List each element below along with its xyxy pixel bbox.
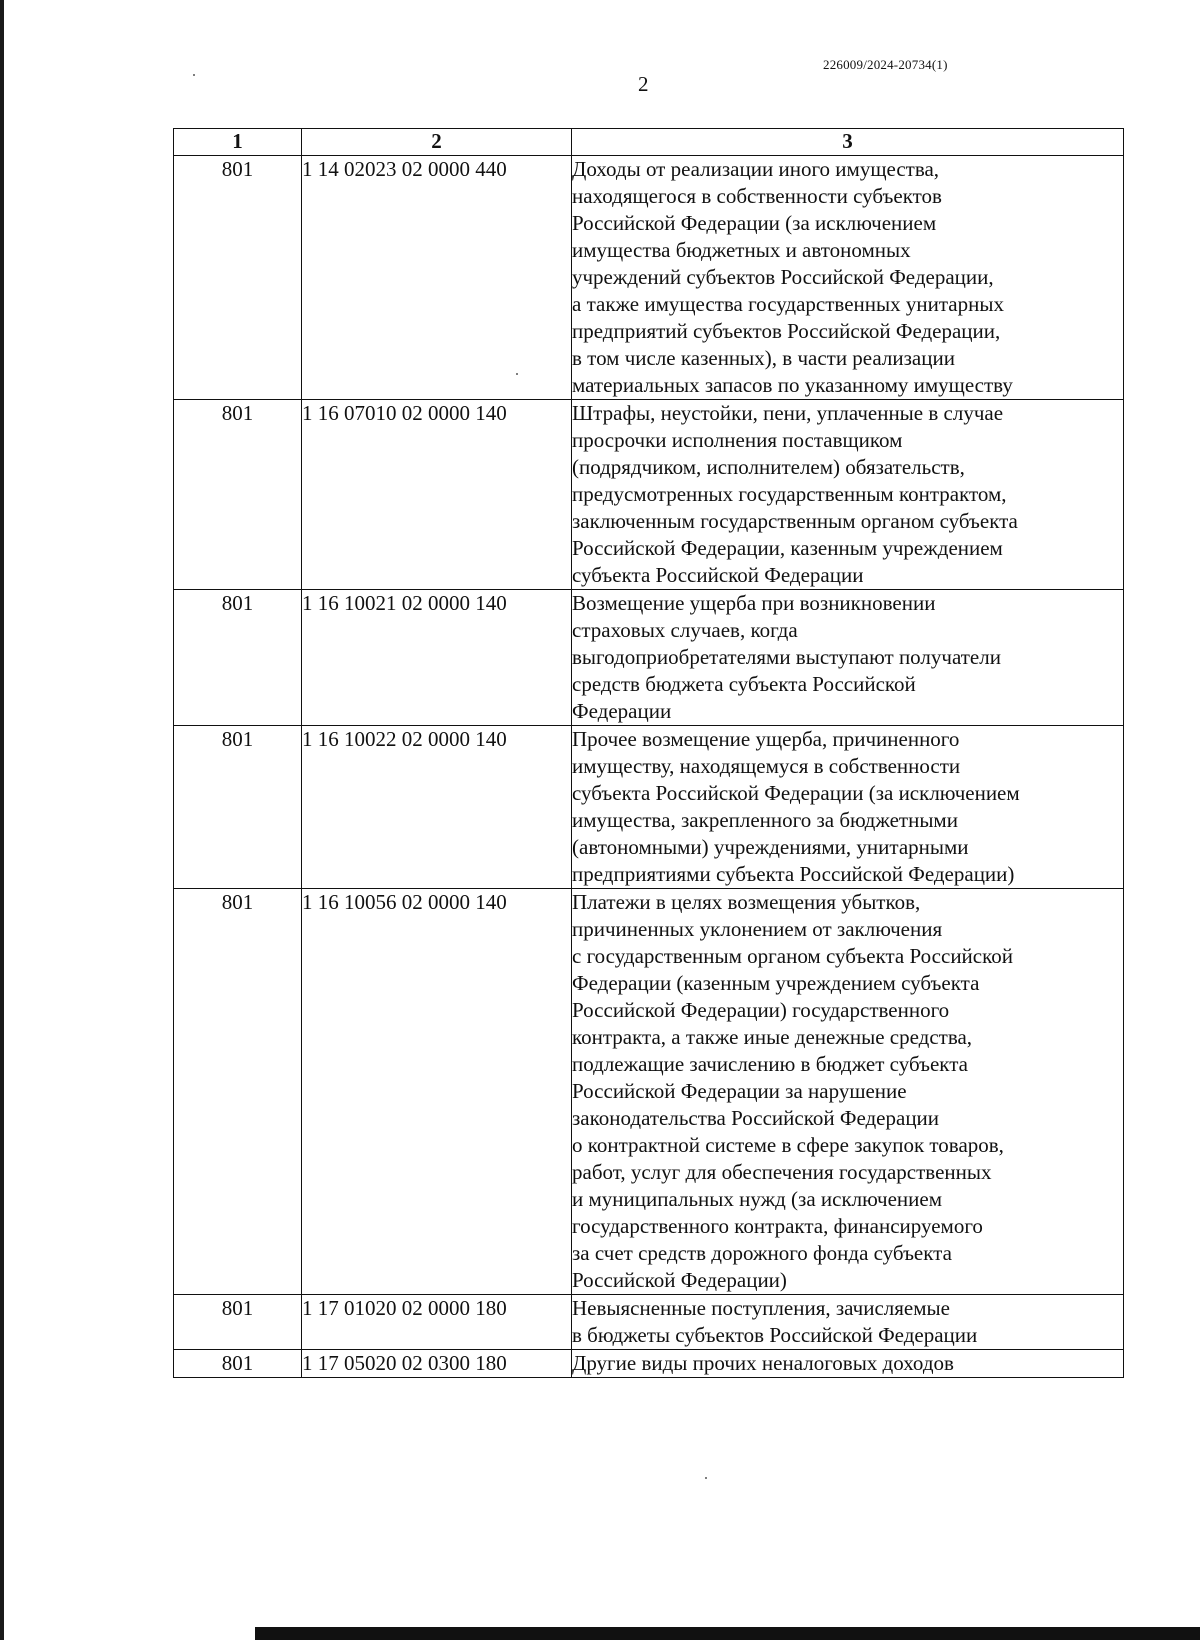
description-line: Возмещение ущерба при возникновении [572,591,936,615]
table-row [174,889,1124,1295]
description-line: Российской Федерации) [572,1268,787,1292]
table-row [174,1295,1124,1350]
revenue-description-cell [572,156,1124,400]
scan-left-edge [0,0,4,1640]
revenue-description-cell [572,400,1124,590]
budget-classification-code-cell: 1 14 02023 02 0000 440 [302,156,572,400]
administrator-code-cell: 801 [174,1295,302,1350]
description-line: имуществу, находящемуся в собственности [572,754,961,778]
revenue-description-cell [572,1295,1124,1350]
description-line: Федерации [572,699,672,723]
budget-classification-code-cell: 1 16 10022 02 0000 140 [302,726,572,889]
page-number: 2 [638,72,649,96]
scan-speck [705,1477,707,1479]
description-line: средств бюджета субъекта Российской [572,672,916,696]
description-line: контракта, а также иные денежные средства, [572,1025,973,1049]
revenue-description-cell [572,889,1124,1295]
scan-bottom-edge [255,1627,1200,1640]
description-line: имущества, закрепленного за бюджетными [572,808,958,832]
administrator-code-cell: 801 [174,156,302,400]
description-line: субъекта Российской Федерации (за исключением [572,781,1020,805]
revenue-description-cell [572,1350,1124,1378]
table-header-row [174,129,1124,156]
administrator-code-cell: 801 [174,400,302,590]
description-line: за счет средств дорожного фонда субъекта [572,1241,952,1265]
administrator-code-cell: 801 [174,726,302,889]
administrator-code-cell: 801 [174,889,302,1295]
description-line: Платежи в целях возмещения убытков, [572,890,921,914]
budget-classification-code-cell: 1 17 01020 02 0000 180 [302,1295,572,1350]
description-line: законодательства Российской Федерации [572,1106,940,1130]
budget-revenue-table [173,128,1124,1378]
description-line: Российской Федерации) государственного [572,998,950,1022]
description-line: (автономными) учреждениями, унитарными [572,835,969,859]
revenue-description-cell [572,726,1124,889]
description-line: страховых случаев, когда [572,618,798,642]
column-header-2: 2 [302,129,572,156]
description-line: учреждений субъектов Российской Федерации, [572,265,994,289]
budget-classification-code-cell: 1 17 05020 02 0300 180 [302,1350,572,1378]
description-line: предусмотренных государственным контрактом, [572,482,1007,506]
budget-classification-code-cell: 1 16 10056 02 0000 140 [302,889,572,1295]
administrator-code-cell: 801 [174,1350,302,1378]
description-line: Российской Федерации за нарушение [572,1079,907,1103]
description-line: находящегося в собственности субъектов [572,184,942,208]
document-registration-number: 226009/2024-20734(1) [823,57,948,72]
description-line: о контрактной системе в сфере закупок товаров, [572,1133,1004,1157]
description-line: выгодоприобретателями выступают получатели [572,645,1001,669]
description-line: субъекта Российской Федерации [572,563,864,587]
description-line: с государственным органом субъекта Российской [572,944,1013,968]
table-row [174,1350,1124,1378]
revenue-description-cell [572,590,1124,726]
description-line: и муниципальных нужд (за исключением [572,1187,942,1211]
description-line: государственного контракта, финансируемого [572,1214,983,1238]
description-line: Невыясненные поступления, зачисляемые [572,1296,950,1320]
description-line: (подрядчиком, исполнителем) обязательств, [572,455,965,479]
description-line: просрочки исполнения поставщиком [572,428,903,452]
table-row [174,726,1124,889]
budget-classification-code-cell: 1 16 07010 02 0000 140 [302,400,572,590]
table-row [174,400,1124,590]
description-line: предприятиями субъекта Российской Федерации) [572,862,1015,886]
description-line: Доходы от реализации иного имущества, [572,157,940,181]
description-line: подлежащие зачислению в бюджет субъекта [572,1052,968,1076]
column-header-3: 3 [572,129,1124,156]
description-line: Прочее возмещение ущерба, причиненного [572,727,960,751]
description-line: а также имущества государственных унитарных [572,292,1004,316]
administrator-code-cell: 801 [174,590,302,726]
description-line: в бюджеты субъектов Российской Федерации [572,1323,978,1347]
description-line: заключенным государственным органом субъекта [572,509,1018,533]
table-row [174,590,1124,726]
description-line: Федерации (казенным учреждением субъекта [572,971,980,995]
description-line: Российской Федерации, казенным учреждением [572,536,1003,560]
description-line: Российской Федерации (за исключением [572,211,937,235]
description-line: Другие виды прочих неналоговых доходов [572,1351,954,1375]
scan-speck [193,74,195,76]
description-line: в том числе казенных), в части реализации [572,346,955,370]
description-line: причиненных уклонением от заключения [572,917,943,941]
column-header-1: 1 [174,129,302,156]
description-line: материальных запасов по указанному имуществу [572,373,1013,397]
table-row [174,156,1124,400]
description-line: работ, услуг для обеспечения государственных [572,1160,992,1184]
description-line: предприятий субъектов Российской Федерации, [572,319,1001,343]
description-line: Штрафы, неустойки, пени, уплаченные в случае [572,401,1004,425]
budget-classification-code-cell: 1 16 10021 02 0000 140 [302,590,572,726]
table-body [174,156,1124,1378]
description-line: имущества бюджетных и автономных [572,238,911,262]
